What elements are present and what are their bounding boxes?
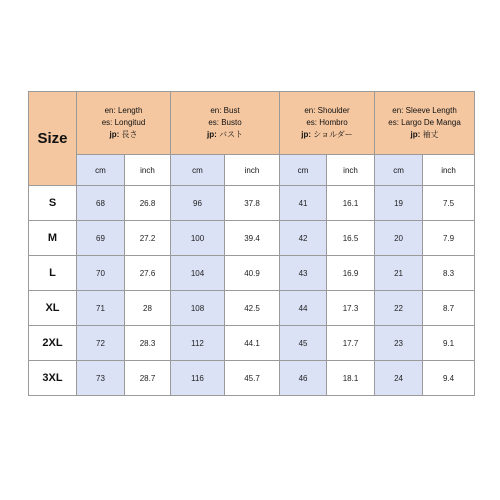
unit-cell: inch [327,155,375,186]
unit-cell: cm [280,155,327,186]
bust-en-label: en: Bust [210,106,240,115]
size-label: S [29,186,77,221]
shoulder-en-label: en: Shoulder [304,106,350,115]
size-label: 2XL [29,326,77,361]
measurement-cell: 45.7 [225,361,280,396]
sleeve-jp-label: jp: 袖丈 [410,130,439,139]
measurement-cell: 18.1 [327,361,375,396]
measurement-cell: 43 [280,256,327,291]
measurement-cell: 46 [280,361,327,396]
length-es-label: es: Longitud [101,118,146,127]
table-row [29,291,475,326]
measurement-cell: 73 [77,361,125,396]
measurement-cell: 17.3 [327,291,375,326]
measurement-cell: 8.7 [423,291,475,326]
unit-cell: inch [423,155,475,186]
bust-header [171,92,280,155]
sleeve-length-header [375,92,475,155]
bust-jp-label: jp: バスト [207,130,244,139]
measurement-cell: 44.1 [225,326,280,361]
length-jp-label: jp: 長さ [109,130,138,139]
measurement-cell: 72 [77,326,125,361]
measurement-cell: 24 [375,361,423,396]
measurement-cell: 39.4 [225,221,280,256]
table-row [29,186,475,221]
measurement-cell: 9.1 [423,326,475,361]
measurement-cell: 16.5 [327,221,375,256]
measurement-cell: 16.1 [327,186,375,221]
size-rows [29,186,475,396]
size-label: M [29,221,77,256]
length-en-label: en: Length [104,106,143,115]
measurement-cell: 37.8 [225,186,280,221]
sleeve-en-label: en: Sleeve Length [392,106,457,115]
measurement-cell: 116 [171,361,225,396]
measurement-cell: 104 [171,256,225,291]
measurement-cell: 16.9 [327,256,375,291]
table-row [29,326,475,361]
measurement-cell: 68 [77,186,125,221]
measurement-cell: 27.2 [125,221,171,256]
measurement-cell: 8.3 [423,256,475,291]
measurement-cell: 42.5 [225,291,280,326]
table-row [29,361,475,396]
measurement-cell: 96 [171,186,225,221]
shoulder-header [280,92,375,155]
size-column-header: Size [29,92,77,186]
size-chart-table [28,91,475,396]
shoulder-es-label: es: Hombro [306,118,348,127]
length-header [77,92,171,155]
measurement-cell: 26.8 [125,186,171,221]
measurement-cell: 70 [77,256,125,291]
table-row [29,221,475,256]
unit-cell: cm [77,155,125,186]
measurement-cell: 20 [375,221,423,256]
unit-cell: inch [125,155,171,186]
measurement-cell: 42 [280,221,327,256]
measurement-cell: 17.7 [327,326,375,361]
size-label: 3XL [29,361,77,396]
size-label: XL [29,291,77,326]
measurement-cell: 100 [171,221,225,256]
measurement-cell: 7.5 [423,186,475,221]
measurement-cell: 19 [375,186,423,221]
measurement-cell: 28.3 [125,326,171,361]
unit-row [29,155,475,186]
header-row [29,92,475,155]
measurement-cell: 22 [375,291,423,326]
measurement-cell: 27.6 [125,256,171,291]
measurement-cell: 23 [375,326,423,361]
unit-cell: inch [225,155,280,186]
measurement-cell: 21 [375,256,423,291]
sleeve-es-label: es: Largo De Manga [388,118,461,127]
measurement-cell: 71 [77,291,125,326]
measurement-cell: 69 [77,221,125,256]
size-label: L [29,256,77,291]
measurement-cell: 44 [280,291,327,326]
measurement-cell: 45 [280,326,327,361]
measurement-cell: 41 [280,186,327,221]
measurement-cell: 40.9 [225,256,280,291]
measurement-cell: 112 [171,326,225,361]
measurement-cell: 9.4 [423,361,475,396]
measurement-cell: 28.7 [125,361,171,396]
measurement-cell: 7.9 [423,221,475,256]
measurement-cell: 108 [171,291,225,326]
unit-cell: cm [375,155,423,186]
unit-cell: cm [171,155,225,186]
measurement-cell: 28 [125,291,171,326]
shoulder-jp-label: jp: ショルダー [301,130,353,139]
table-row [29,256,475,291]
bust-es-label: es: Busto [208,118,242,127]
